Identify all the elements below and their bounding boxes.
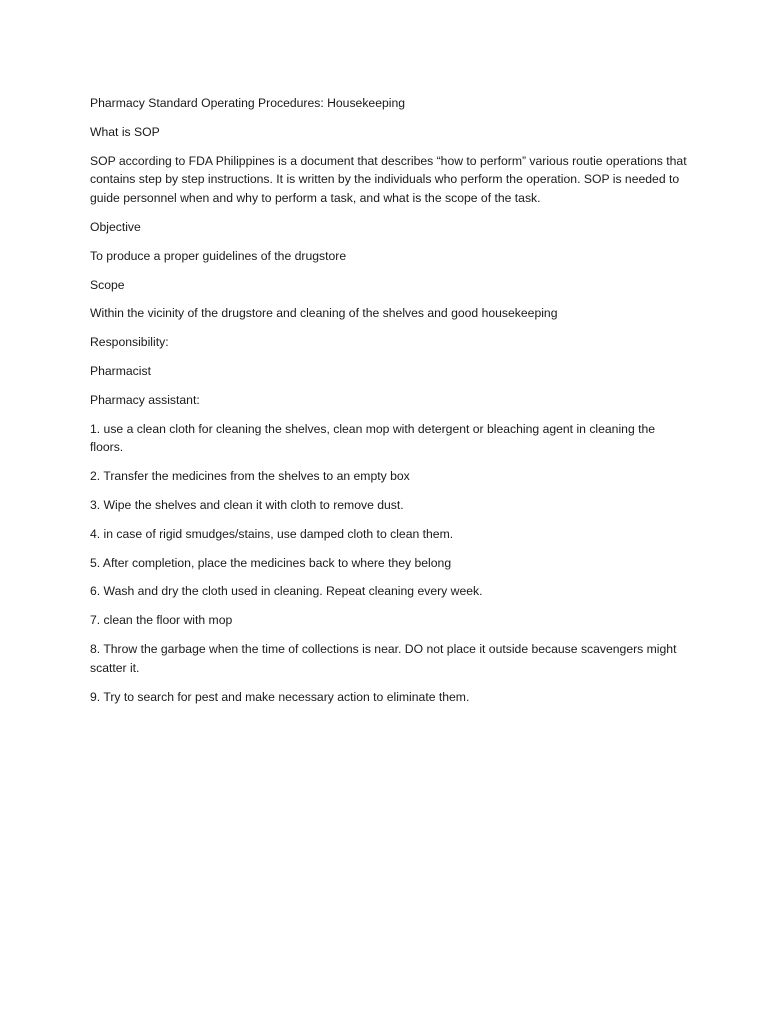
- what-is-sop-heading: What is SOP: [90, 124, 160, 139]
- responsibility-heading: Responsibility:: [90, 335, 169, 350]
- document-title: Pharmacy Standard Operating Procedures: Housekeeping: [90, 96, 406, 110]
- scope-heading: Scope: [90, 277, 125, 292]
- procedure-step-6: 6. Wash and dry the cloth used in cleaning. Repeat cleaning every week.: [90, 584, 483, 599]
- procedure-step-7: 7. clean the floor with mop: [90, 613, 233, 628]
- objective-heading: Objective: [90, 219, 141, 234]
- procedure-step-5: 5. After completion, place the medicines back to where they belong: [90, 555, 452, 570]
- procedure-step-1: 1. use a clean cloth for cleaning the shelves, clean mop with detergent or bleaching agent in cleaning the floors.: [90, 421, 656, 455]
- role-pharmacy-assistant: Pharmacy assistant:: [90, 392, 200, 407]
- sop-definition-paragraph: SOP according to FDA Philippines is a document that describes “how to perform” various routie operations that contains step by step instructions. It is written by the individuals who perform the operation. SOP is needed to guide personnel when and why to perform a task, and what is the scope of the task.: [90, 153, 687, 206]
- procedure-step-8: 8. Throw the garbage when the time of collections is near. DO not place it outside because scavengers might scatter it.: [90, 641, 677, 675]
- objective-text: To produce a proper guidelines of the drugstore: [90, 248, 347, 263]
- procedure-step-4: 4. in case of rigid smudges/stains, use damped cloth to clean them.: [90, 526, 454, 541]
- document-page: [90, 94, 690, 716]
- scope-text: Within the vicinity of the drugstore and cleaning of the shelves and good housekeeping: [90, 306, 558, 321]
- procedure-step-9: 9. Try to search for pest and make necessary action to eliminate them.: [90, 689, 470, 704]
- procedure-step-2: 2. Transfer the medicines from the shelves to an empty box: [90, 469, 410, 484]
- role-pharmacist: Pharmacist: [90, 363, 151, 378]
- procedure-step-3: 3. Wipe the shelves and clean it with cloth to remove dust.: [90, 497, 404, 512]
